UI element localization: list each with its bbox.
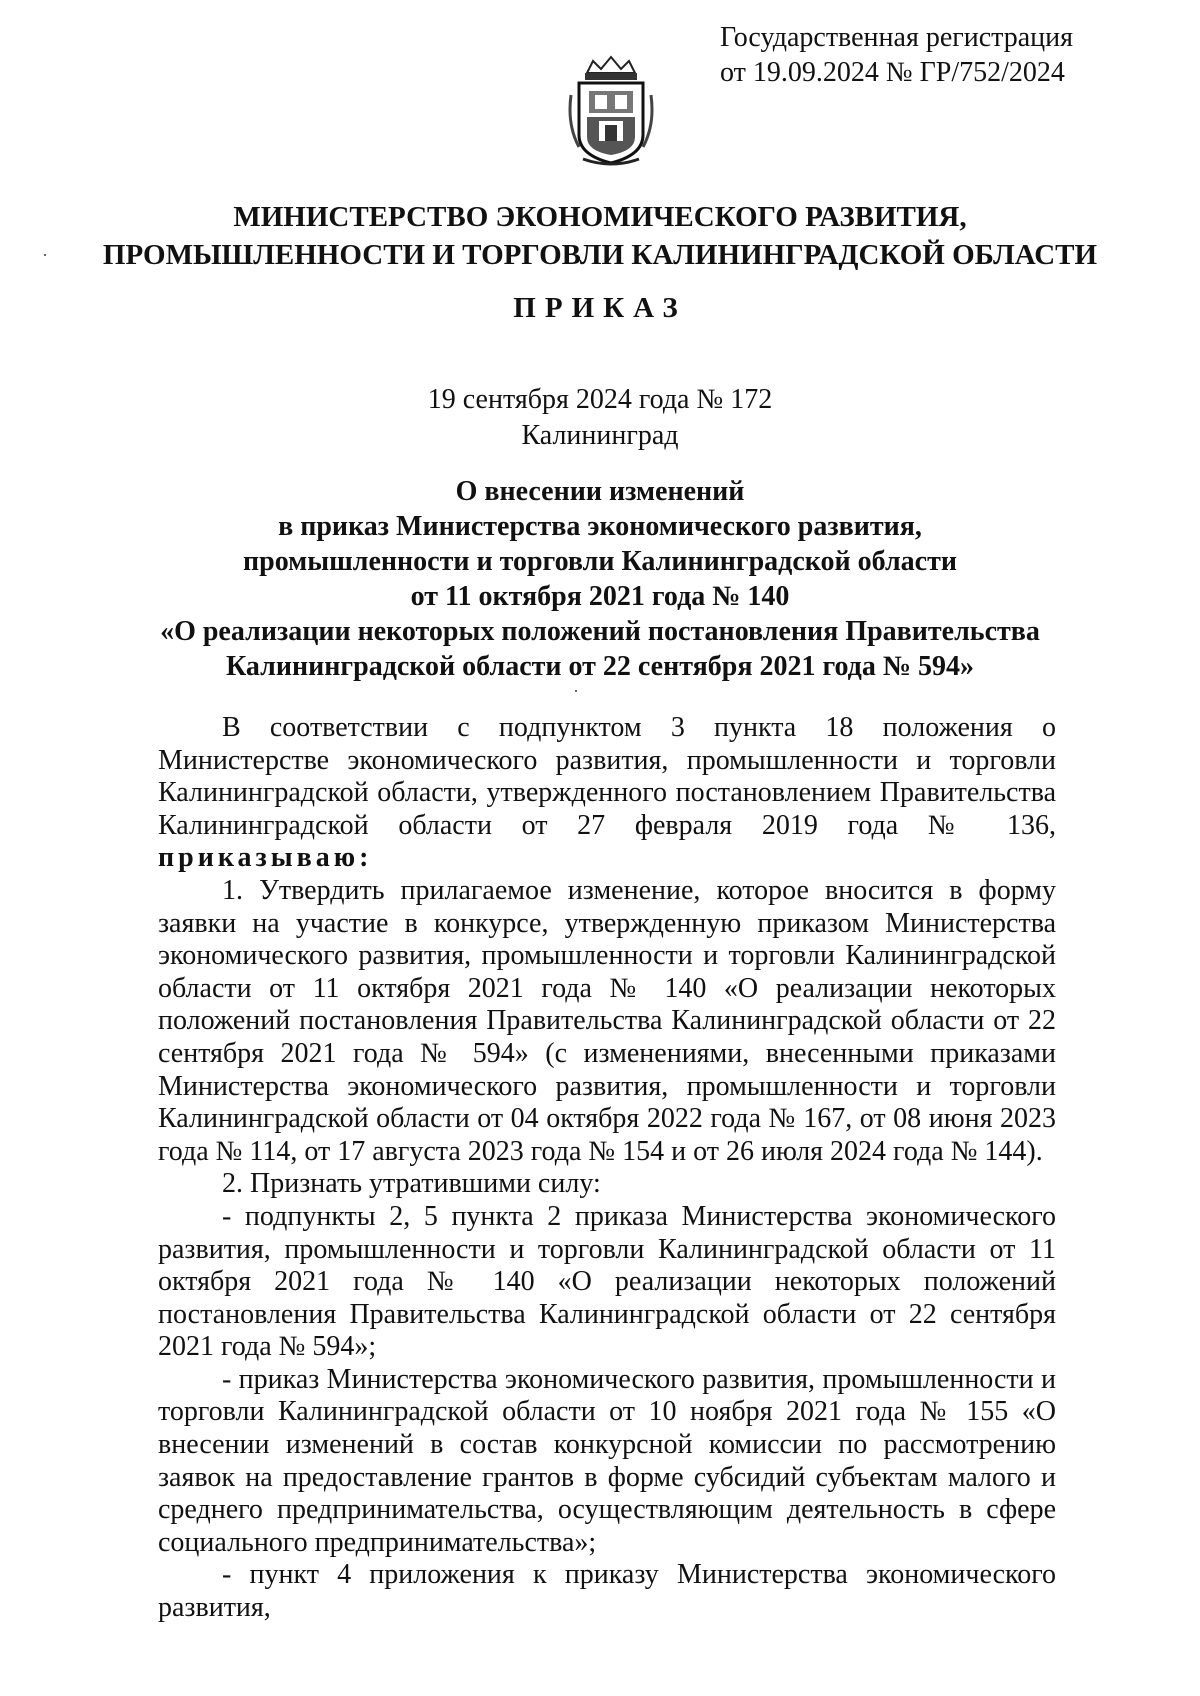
subject-line: от 11 октября 2021 года № 140 (410, 581, 790, 612)
item-2-paragraph: 2. Признать утратившими силу: (222, 1168, 601, 1200)
order-body (158, 712, 1056, 1625)
intro-text: В соответствии с подпунктом 3 пункта 18 положения о Министерстве экономического развития, промышленности и торговли Калининградской области, утвержденного постановлением Правительства Калининградской области от 27 февраля 2019 года № 136, (158, 712, 1056, 841)
order-date: 19 сентября 2024 года № 172 (427, 384, 773, 415)
coat-of-arms-icon (565, 55, 657, 167)
subject-line: Калининградской области от 22 сентября 2021 года № 594» (225, 651, 974, 682)
scan-speck (575, 690, 577, 692)
subject-line: О внесении изменений (455, 476, 745, 507)
ministry-line-1: МИНИСТЕРСТВО ЭКОНОМИЧЕСКОГО РАЗВИТИЯ, (233, 201, 967, 233)
order-date-block (0, 382, 1200, 454)
registration-line-2: от 19.09.2024 № ГР/752/2024 (720, 57, 1065, 88)
ministry-name (0, 198, 1200, 274)
subject-line: в приказ Министерства экономического развития, (278, 511, 922, 542)
item-1-paragraph: 1. Утвердить прилагаемое изменение, которое вносится в форму заявки на участие в конкурсе, утвержденную приказом Министерства экономического развития, промышленности и торговли Калининградской области от 11 октября 2021 года № 140 «О реализации некоторых положений постановления Правительства Калининградской области от 22 сентября 2021 года № 594» (с изменениями, внесенными приказами Министерства экономического развития, промышленности и торговли Калининградской области от 04 октября 2022 года № 167, от 08 июня 2023 года № 114, от 17 августа 2023 года № 154 и от 26 июля 2024 года № 144). (158, 874, 1056, 1167)
intro-paragraph (158, 712, 1056, 875)
scan-speck (44, 254, 46, 256)
order-subject (0, 474, 1200, 684)
intro-command: приказываю: (158, 842, 373, 874)
item-2a-paragraph: - подпункты 2, 5 пункта 2 приказа Министерства экономического развития, промышленности и торговли Калининградской области от 11 октября 2021 года № 140 «О реализации некоторых положений постановления Правительства Калининградской области от 22 сентября 2021 года № 594»; (158, 1200, 1056, 1363)
item-2c-paragraph: - пункт 4 приложения к приказу Министерства экономического развития, (158, 1559, 1056, 1624)
registration-line-1: Государственная регистрация (720, 22, 1073, 53)
item-2b-paragraph: - приказ Министерства экономического развития, промышленности и торговли Калининградской области от 10 ноября 2021 года № 155 «О внесении изменений в состав конкурсной комиссии по рассмотрению заявок на предоставление грантов в форме субсидий субъектам малого и среднего предпринимательства, осуществляющим деятельность в сфере социального предпринимательства»; (158, 1363, 1056, 1558)
order-city: Калининград (521, 420, 679, 451)
order-title: ПРИКАЗ (513, 292, 687, 324)
subject-line: промышленности и торговли Калининградской области (243, 546, 957, 577)
registration-stamp (720, 20, 1160, 90)
ministry-line-2: ПРОМЫШЛЕННОСТИ И ТОРГОВЛИ КАЛИНИНГРАДСКОЙ ОБЛАСТИ (102, 239, 1098, 271)
subject-line: «О реализации некоторых положений постановления Правительства (160, 616, 1040, 647)
